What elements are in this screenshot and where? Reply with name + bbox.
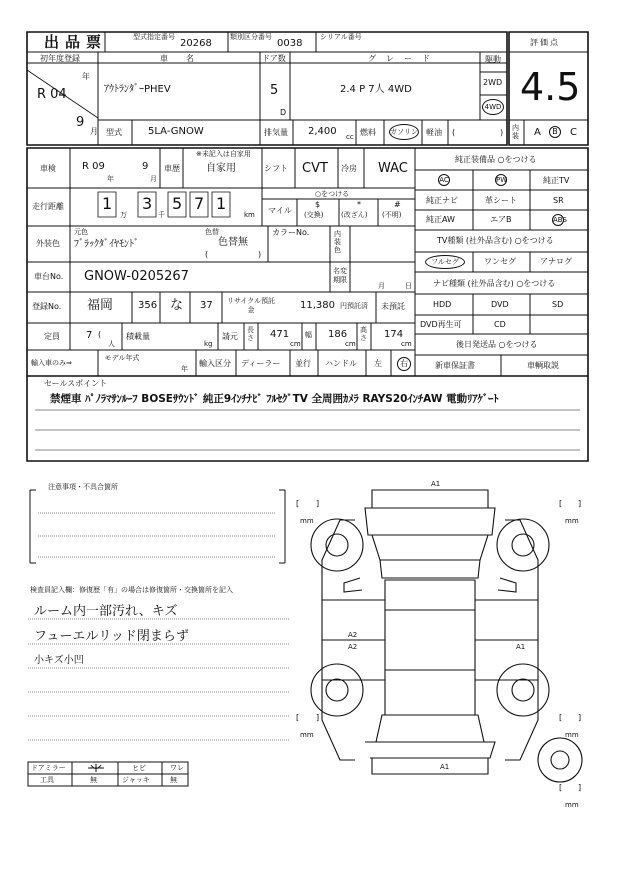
- mark-rear-bumper: A1: [440, 763, 450, 771]
- type-label: 型式: [106, 128, 122, 137]
- fuel-label: 燃料: [360, 128, 376, 137]
- color-label: 外装色: [36, 239, 60, 248]
- unit-sen: 千: [158, 211, 165, 219]
- parallel-option: 並行: [295, 359, 311, 368]
- inspection-year: R 09: [82, 161, 105, 172]
- car-name-label: 車名: [160, 54, 212, 63]
- unit-km: km: [244, 211, 255, 219]
- navi-sd: SD: [552, 300, 564, 309]
- tire-rl-bracket-l: [: [296, 713, 300, 722]
- model-year-label: モデル年式: [104, 354, 140, 362]
- diesel-paren-l: (: [452, 128, 456, 137]
- name-change-day: 日: [405, 282, 412, 290]
- length-value: 471: [270, 329, 290, 340]
- equip-pw: PW: [496, 176, 508, 184]
- class-number: 0038: [277, 38, 303, 49]
- equip-abs: ABS: [553, 216, 567, 224]
- mirror-check-icon: [86, 762, 106, 774]
- inspector-label: 検査員記入欄：修復歴「有」の場合は修復箇所・交換箇所を記入: [30, 586, 233, 594]
- tire-rl-bracket-r: ]: [316, 713, 320, 722]
- handle-right: 右: [397, 357, 411, 371]
- tire-fr-bracket-r: ]: [578, 499, 582, 508]
- doors-suffix: D: [280, 108, 287, 117]
- door-mirror-label: ドアミラー: [31, 764, 66, 772]
- tire-spare-bracket-r: ]: [578, 783, 582, 792]
- request-label: 請元: [222, 332, 238, 341]
- equip-ac: AC: [439, 176, 449, 184]
- capacity-unit: 人: [108, 340, 115, 348]
- note-line-1: ルーム内一部汚れ、キズ: [34, 604, 178, 619]
- tool-value: 無: [90, 776, 97, 784]
- tire-rr-bracket-r: ]: [578, 713, 582, 722]
- capacity-value: 7: [86, 330, 93, 341]
- handle-left: 左: [374, 359, 382, 368]
- navi-dvd: DVD: [491, 300, 509, 309]
- equip-tv: 純正TV: [543, 176, 570, 185]
- notes-label: 注意事項・不具合箇所: [48, 483, 118, 491]
- doors-value: 5: [270, 83, 279, 98]
- tire-rl-mm: mm: [300, 731, 314, 739]
- diesel-paren-r: ): [500, 128, 504, 137]
- drive-label: 駆動: [485, 55, 501, 64]
- handle-label: ハンドル: [325, 359, 357, 368]
- mileage-digit-5: 1: [216, 194, 227, 213]
- type-value: 5LA-GNOW: [148, 126, 204, 137]
- tool-label: 工具: [40, 776, 54, 784]
- height-unit: cm: [401, 340, 412, 348]
- tire-spare-mm: mm: [565, 801, 579, 809]
- mileage-digit-2: 3: [142, 194, 153, 213]
- dealer-option: ディーラー: [241, 359, 281, 368]
- month-unit: 月: [90, 127, 98, 136]
- score-label: 評価点: [530, 38, 560, 47]
- orig-color-label: 元色: [74, 228, 88, 236]
- note-line-2: フューエルリッド閉まらず: [34, 629, 189, 644]
- hash-label: #: [394, 200, 401, 209]
- shift-value: CVT: [302, 161, 328, 176]
- recycle-value: 11,380: [300, 300, 335, 311]
- post-label: 後日発送品 ○をつける: [456, 340, 538, 349]
- color-no-label: カラーNo.: [272, 228, 310, 237]
- usage-note: ※未記入は自家用: [196, 150, 251, 158]
- tire-fl-mm: mm: [300, 517, 314, 525]
- star-label: *: [357, 200, 361, 209]
- jack-value: 無: [170, 776, 177, 784]
- inspection-label: 車検: [40, 164, 56, 173]
- mileage-digit-4: 7: [194, 194, 205, 213]
- grade-value: 2.4 P 7人 4WD: [340, 84, 412, 95]
- grade-label: グレード: [368, 54, 440, 63]
- score-value: 4.5: [520, 65, 581, 109]
- drive-4wd: 4WD: [482, 99, 504, 115]
- serial-label: シリアル番号: [320, 33, 362, 41]
- mileage-label: 走行距離: [32, 202, 64, 211]
- tv-type-label: TV種類 (社外品含む) ○をつける: [437, 236, 554, 245]
- navi-hdd: HDD: [433, 300, 452, 309]
- height-value: 174: [384, 329, 404, 340]
- displacement-label: 排気量: [264, 128, 288, 137]
- color-name-label: 色替: [205, 228, 219, 236]
- sales-text: 禁煙車 ﾊﾟﾉﾗﾏｻﾝﾙｰﾌ BOSEｻｳﾝﾄﾞ 純正9ｲﾝﾁﾅﾋﾞ ﾌﾙｾｸﾞTV 全周囲ｶﾒﾗ RAYS20ｲﾝﾁAW 電動ﾘｱｹﾞｰﾄ: [50, 393, 499, 405]
- dollar-label: $: [315, 200, 321, 209]
- interior-grade-c: C: [570, 127, 577, 138]
- model-year-unit: 年: [181, 365, 188, 373]
- crack-label: ヒビ: [132, 764, 146, 772]
- form-title: 出品票: [44, 33, 108, 51]
- reg-number: 37: [200, 300, 213, 311]
- interior-grade-b: B: [549, 126, 561, 138]
- load-unit: kg: [204, 340, 213, 348]
- mark-left-door-2: A2: [348, 643, 358, 651]
- length-label: 長さ: [247, 326, 254, 342]
- ac-label: 冷房: [341, 164, 357, 173]
- color-paren-r: ): [258, 250, 262, 259]
- interior-label: 内装: [512, 124, 519, 140]
- ac-value: WAC: [378, 161, 408, 176]
- first-reg-month: 9: [76, 115, 85, 130]
- equip-airbag: エアB: [490, 215, 512, 224]
- star-sub: (改ざん): [341, 211, 368, 219]
- name-change-month: 月: [378, 282, 385, 290]
- displacement-unit: cc: [346, 133, 354, 141]
- equip-leather: 革シート: [485, 196, 517, 205]
- first-reg-label: 初年度登録: [40, 54, 80, 63]
- tire-spare-bracket-l: [: [559, 783, 563, 792]
- dollar-sub: (交換): [304, 211, 324, 219]
- tire-rr-mm: mm: [565, 731, 579, 739]
- tire-fl-bracket-l: [: [296, 499, 300, 508]
- displacement-value: 2,400: [308, 126, 337, 137]
- equip-navi: 純正ナビ: [426, 196, 458, 205]
- doors-label: ドア数: [262, 54, 286, 63]
- width-value: 186: [328, 329, 348, 340]
- usage-value: 自家用: [206, 163, 236, 174]
- capacity-label: 定員: [44, 332, 60, 341]
- mileage-digit-1: 1: [102, 194, 113, 213]
- inspection-year-unit: 年: [107, 175, 114, 183]
- hash-sub: (不明): [382, 211, 402, 219]
- note-line-3: 小キズ小凹: [34, 655, 84, 666]
- post-manual: 車輌取説: [527, 361, 559, 370]
- inspection-month: 9: [142, 161, 149, 172]
- recycle-un: 未預託: [381, 302, 405, 311]
- tv-analog: アナログ: [540, 257, 572, 266]
- drive-2wd: 2WD: [483, 78, 503, 87]
- diesel-label: 軽油: [426, 128, 442, 137]
- chassis-value: GNOW-0205267: [84, 269, 189, 284]
- navi-type-label: ナビ種類 (社外品含む) ○をつける: [433, 279, 556, 288]
- chassis-label: 車台No.: [34, 272, 64, 281]
- navi-dvd-play: DVD再生可: [420, 320, 462, 329]
- reg-kana: な: [170, 298, 184, 313]
- genuine-label: 純正装備品 ○をつける: [455, 155, 537, 164]
- width-label: 幅: [305, 331, 312, 339]
- recycle-unit: 円預託済: [340, 302, 368, 310]
- equip-sr: SR: [553, 196, 564, 205]
- model-cert-label: 型式指定番号: [133, 33, 175, 41]
- post-warranty: 新車保証書: [435, 361, 475, 370]
- sales-label: セールスポイント: [44, 379, 108, 388]
- tire-fr-bracket-l: [: [559, 499, 563, 508]
- mark-front-bumper: A1: [431, 480, 441, 488]
- model-cert-number: 20268: [180, 38, 212, 49]
- interior-grade-a: A: [534, 127, 541, 138]
- load-label: 積載量: [126, 332, 150, 341]
- reg-class: 356: [138, 300, 158, 311]
- name-change-label: 名変期限: [333, 267, 347, 284]
- break-label: ワレ: [170, 764, 184, 772]
- first-reg-year: R 04: [37, 87, 67, 102]
- recycle-label: リサイクル預託金: [226, 297, 276, 314]
- tv-fullseg: フルセグ: [425, 255, 465, 269]
- unit-man: 万: [120, 211, 127, 219]
- color-value: ﾌﾞﾗｯｸﾀﾞｲﾔﾓﾝﾄﾞ: [74, 239, 139, 250]
- reg-place: 福岡: [87, 298, 114, 313]
- width-unit: cm: [345, 340, 356, 348]
- mark-left-door-1: A2: [348, 631, 358, 639]
- capacity-paren: (: [98, 330, 102, 339]
- tire-fr-mm: mm: [565, 517, 579, 525]
- jack-label: ジャッキ: [122, 776, 150, 784]
- fuel-gasoline: ガソリン: [389, 124, 419, 140]
- tire-rr-bracket-l: [: [559, 713, 563, 722]
- equip-aw: 純正AW: [426, 215, 455, 224]
- interior-color-label: 内装色: [334, 230, 341, 254]
- color-change: 色替無: [218, 237, 248, 248]
- inspection-month-unit: 月: [150, 175, 157, 183]
- navi-cd: CD: [494, 320, 506, 329]
- usage-label: 車歴: [164, 164, 180, 173]
- height-label: 高さ: [360, 326, 367, 342]
- class-label: 類別区分番号: [230, 33, 272, 41]
- length-unit: cm: [290, 340, 301, 348]
- year-unit: 年: [82, 72, 90, 81]
- color-paren-l: (: [205, 250, 209, 259]
- import-class-label: 輸入区分: [199, 359, 231, 368]
- tv-oneseg: ワンセグ: [484, 257, 516, 266]
- mileage-digit-3: 5: [172, 194, 183, 213]
- registration-label: 登録No.: [32, 302, 62, 311]
- tire-fl-bracket-r: ]: [316, 499, 320, 508]
- import-label: 輸入車のみ⇒: [31, 359, 72, 367]
- shift-label: シフト: [264, 164, 288, 173]
- car-name: ｱｳﾄﾗﾝﾀﾞｰPHEV: [104, 84, 171, 95]
- mileage-note: ○をつける: [315, 190, 350, 198]
- mile-label: マイル: [268, 206, 292, 215]
- mark-right-door: A1: [516, 643, 526, 651]
